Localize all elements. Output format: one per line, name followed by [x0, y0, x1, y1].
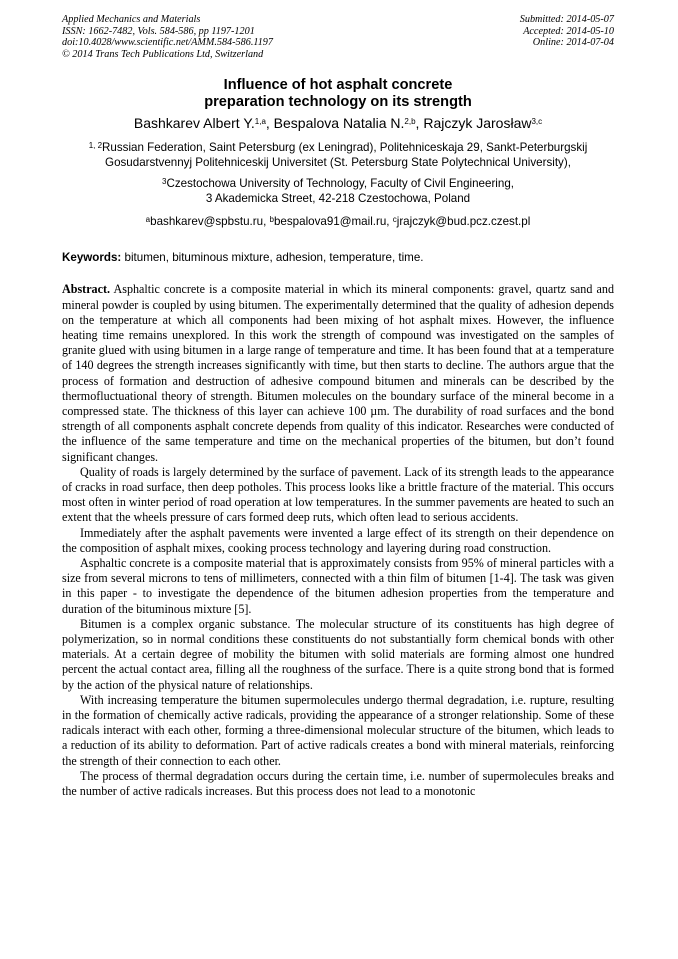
email-mark: a: [145, 215, 151, 225]
affiliation-line: 3 Akademicka Street, 42-218 Czestochowa, Poland: [205, 192, 471, 206]
journal-doi: doi:10.4028/www.scientific.net/AMM.584-586.1197: [62, 37, 273, 49]
author-affiliation-mark: 1,a: [254, 117, 266, 127]
online-date: Online: 2014-07-04: [532, 37, 614, 49]
author-affiliation-mark: 3,c: [531, 117, 543, 127]
email-mark: b: [269, 215, 274, 225]
journal-info: [62, 14, 273, 60]
paper-page: [62, 14, 614, 799]
author-name: Bespalova Natalia N.: [273, 115, 405, 132]
title-line-2: preparation technology on its strength: [204, 94, 472, 111]
affiliation-line: Russian Federation, Saint Petersburg (ex Leningrad), Politehniceskaja 29, Sankt-Peterburgskij: [102, 141, 588, 155]
affiliation-mark: 3: [162, 177, 167, 187]
keywords: [62, 250, 614, 265]
body-paragraph: Quality of roads is largely determined by the surface of pavement. Lack of its strength leads to the appearance of cracks in road surface, then deep potholes. This process looks like a brittle fracture of the material. This occurs most often in winter period of road operation at low temperatures. In the summer pavements are heated to such an extent that the wheels pressure of cars formed deep ruts, which often lead to serious accidents.: [62, 464, 614, 525]
journal-copyright: © 2014 Trans Tech Publications Ltd, Switzerland: [62, 48, 264, 60]
accepted-date: Accepted: 2014-05-10: [523, 25, 614, 37]
body-paragraph: Asphaltic concrete is a composite material that is approximately consists from 95% of mineral particles with a size from several microns to tens of millimeters, connected with a thin film of bitumen [1-4]. The task was given in this paper - to investigate the dependence of the bitumen adhesion properties from the temperature and duration of the bituminous mixture [5].: [62, 556, 614, 616]
abstract-label: Abstract.: [62, 282, 111, 297]
journal-name: Applied Mechanics and Materials: [62, 14, 201, 25]
affiliation-1: [62, 140, 614, 170]
email-address: bashkarev@spbstu.ru,: [150, 215, 270, 229]
abstract-text: Asphaltic concrete is a composite material in which its mineral components: gravel, quartz sand and mineral powder is coupled by using bitumen. The experimentally determined that the quality of adhesion depends on the temperature at which all components had been mixing of hot asphalt mixes. However, the influence heating time remains unexplored. In this work the strength of compound was investigated on the samples of granite glued with using bitumen in a large range of temperature and time. It has been found that at a temperature of 140 degrees the strength increases significantly with time, but then starts to decline. The authors argue that the process of formation and destruction of adhesive compound bitumen and minerals can be described by the thermofluctuational theory of strength. Bitumen molecules on the boundary surface of the mineral become in a compressed state. The thickness of this layer can achieve 100 µm. The durability of road surfaces and the bond strength of all components asphalt concrete depends from quality of this indicator. Researches were conducted of the influence of the same temperature and time on the mechanical properties of the bitumen, but don’t found significant changes.: [62, 282, 614, 464]
author-affiliation-mark: 2,b: [404, 117, 416, 127]
body-paragraph: With increasing temperature the bitumen supermolecules undergo thermal degradation, i.e. rupture, resulting in the formation of chemically active radicals, providing the appearance of a stronger relationship. Some of these radicals interact with each other, forming a three-dimensional molecular structure of the bitumen, which leads to a reduction of its ability to deformation. Part of active radicals creates a bond with mineral materials, reinforcing the strength of their connection to each other.: [62, 692, 614, 768]
affiliation-line: Czestochowa University of Technology, Faculty of Civil Engineering,: [166, 177, 514, 191]
email-mark: c: [392, 215, 397, 225]
publication-dates: [520, 14, 614, 60]
keywords-text: bitumen, bituminous mixture, adhesion, temperature, time.: [121, 251, 424, 265]
email-address: bespalova91@mail.ru,: [273, 215, 393, 229]
author-separator: ,: [265, 115, 274, 132]
abstract: [62, 282, 614, 464]
title-line-1: Influence of hot asphalt concrete: [223, 77, 453, 94]
affiliation-line: Gosudarstvennyj Politehniceskij Universitet (St. Petersburg State Polytechnical University),: [105, 156, 571, 170]
author-list: [62, 115, 614, 132]
affiliation-mark: 1, 2: [88, 141, 103, 151]
body-paragraph: Immediately after the asphalt pavements were invented a large effect of its strength on their dependence on the composition of asphalt mixes, cooking process technology and layering during road construction.: [62, 525, 614, 555]
author-name: Bashkarev Albert Y.: [133, 115, 255, 132]
body-paragraph: The process of thermal degradation occurs during the certain time, i.e. number of supermolecules breaks and the number of active radicals increases. But this process does not lead to a monotonic: [62, 768, 614, 799]
submitted-date: Submitted: 2014-05-07: [519, 14, 614, 25]
author-name: Rajczyk Jarosław: [423, 115, 532, 132]
author-separator: ,: [415, 115, 424, 132]
affiliation-2: [62, 176, 614, 206]
paper-title: [62, 77, 614, 111]
body-paragraph: Bitumen is a complex organic substance. The molecular structure of its constituents has high degree of polymerization, so in normal conditions these constituents do not substantially form chemical bonds with other materials. At a certain degree of mobility the bitumen with solid materials are forming almost one hundred percent the actual contact area, filling all the roughness of the surface. There is a quite strong bond that is formed by the action of the physical nature of relationships.: [62, 616, 614, 692]
email-address: jrajczyk@bud.pcz.czest.pl: [396, 215, 531, 229]
journal-header: [62, 14, 614, 60]
journal-issn: ISSN: 1662-7482, Vols. 584-586, pp 1197-1201: [62, 25, 255, 37]
keywords-label: Keywords:: [62, 251, 122, 265]
paper-body: [62, 282, 614, 799]
author-emails: [62, 214, 614, 229]
